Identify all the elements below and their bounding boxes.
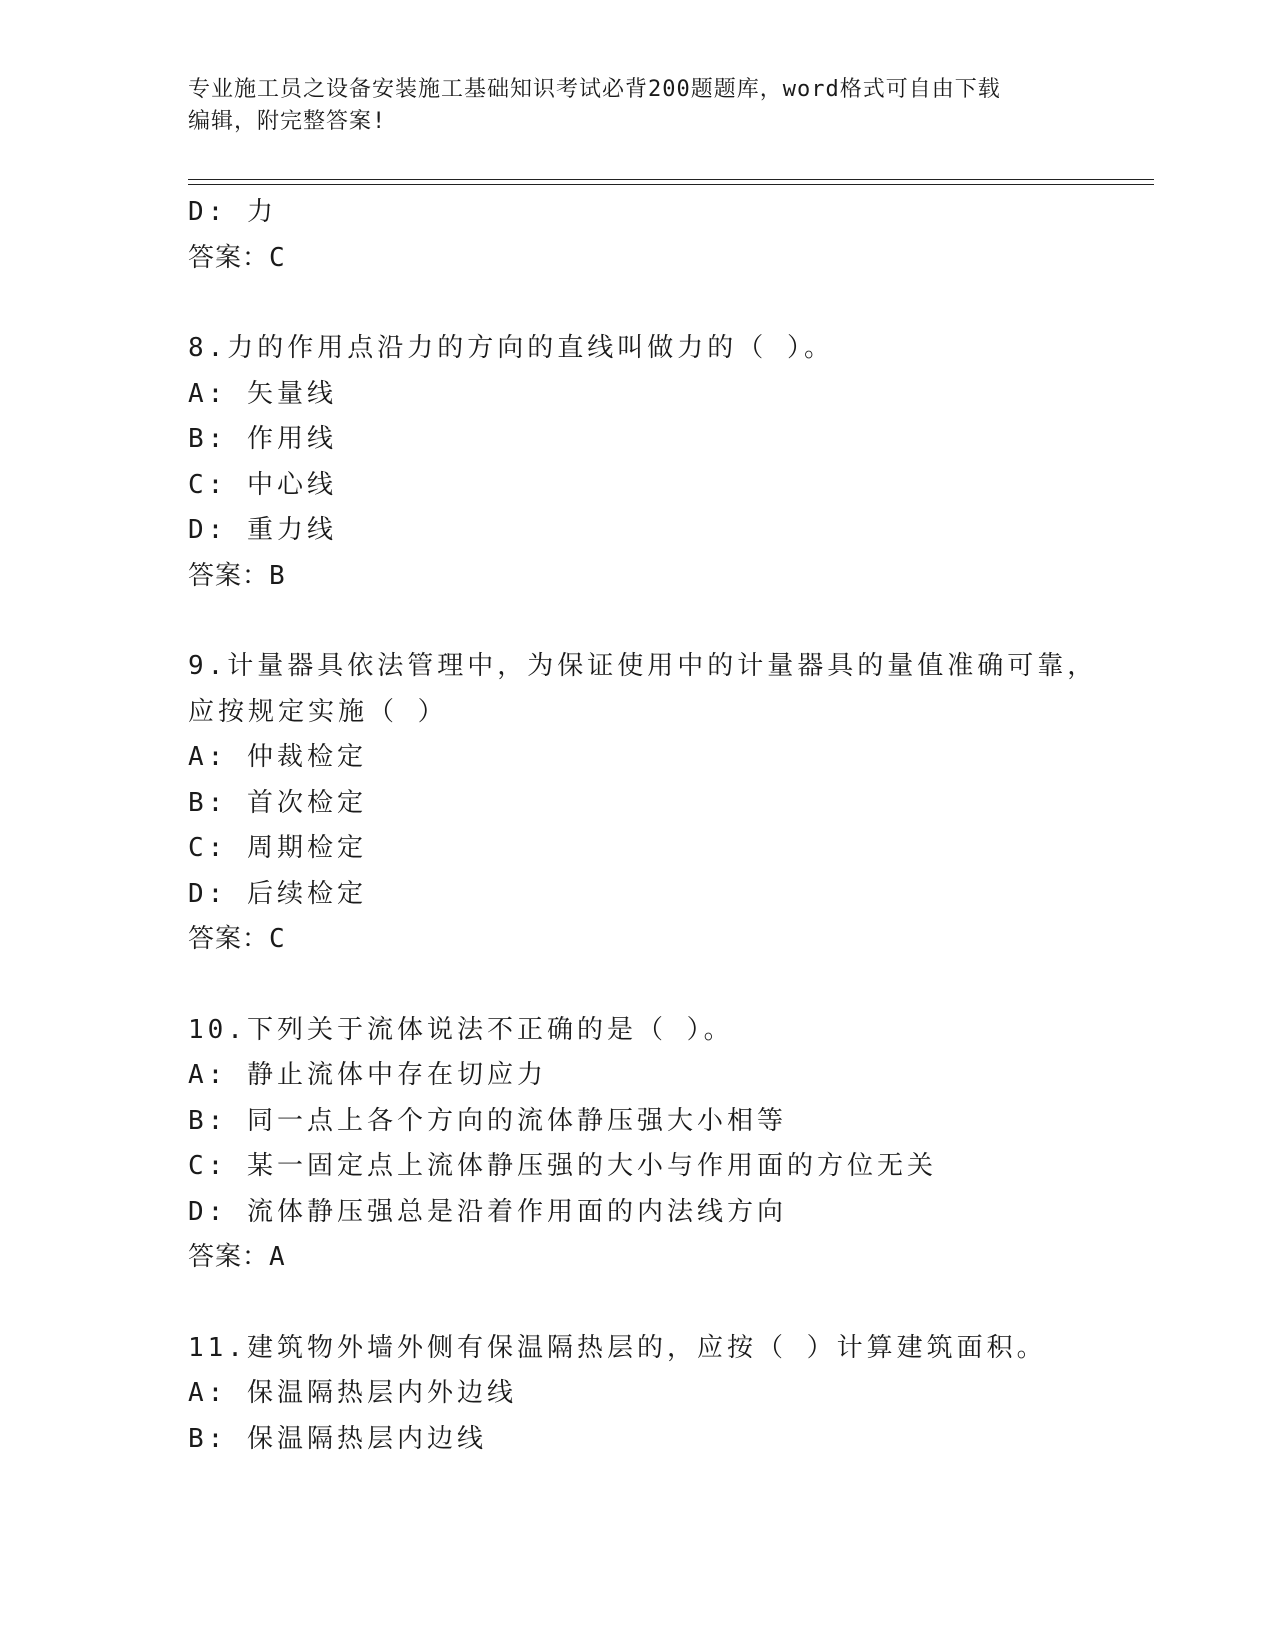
question-8-stem: 8.力的作用点沿力的方向的直线叫做力的（ ）。 (188, 333, 834, 363)
question-11-stem: 11.建筑物外墙外侧有保温隔热层的，应按（ ）计算建筑面积。 (188, 1332, 1047, 1363)
question-10-option-b: B: 同一点上各个方向的流体静压强大小相等 (188, 1105, 787, 1136)
header-title-line-2: 编辑，附完整答案! (188, 109, 387, 134)
question-10-option-c: C: 某一固定点上流体静压强的大小与作用面的方位无关 (188, 1151, 937, 1181)
question-8-answer: 答案：B (188, 560, 286, 591)
header-title-line-1: 专业施工员之设备安装施工基础知识考试必背200题题库，word格式可自由下载 (188, 77, 1001, 102)
question-9-stem-line-1: 9.计量器具依法管理中，为保证使用中的计量器具的量值准确可靠， (188, 651, 1098, 681)
question-8-option-c: C: 中心线 (188, 469, 337, 500)
question-8-option-a: A: 矢量线 (188, 378, 337, 409)
question-8-option-b: B: 作用线 (188, 424, 337, 454)
question-10 (188, 1008, 1148, 1281)
question-10-answer: 答案：A (188, 1242, 286, 1272)
page-header (188, 74, 1088, 138)
prev-question-option-d: D: 力 (188, 197, 277, 227)
question-10-option-d: D: 流体静压强总是沿着作用面的内法线方向 (188, 1196, 787, 1227)
question-9-option-a: A: 仲裁检定 (188, 742, 367, 772)
question-9-stem-line-2: 应按规定实施（ ） (188, 696, 448, 727)
question-9-option-c: C: 周期检定 (188, 833, 367, 863)
prev-question-answer: 答案：C (188, 242, 286, 273)
question-list (188, 190, 1148, 1462)
question-11-option-a: A: 保温隔热层内外边线 (188, 1378, 517, 1408)
question-8-option-d: D: 重力线 (188, 515, 337, 545)
question-9-option-b: B: 首次检定 (188, 787, 367, 818)
spacer (188, 1281, 1148, 1326)
question-10-stem: 10.下列关于流体说法不正确的是（ ）。 (188, 1014, 734, 1045)
question-9-answer: 答案：C (188, 924, 286, 954)
question-11-option-b: B: 保温隔热层内边线 (188, 1423, 487, 1454)
header-divider-top (188, 179, 1154, 180)
spacer (188, 281, 1148, 326)
spacer (188, 963, 1148, 1008)
spacer (188, 599, 1148, 644)
question-10-option-a: A: 静止流体中存在切应力 (188, 1060, 547, 1090)
question-11 (188, 1326, 1148, 1463)
header-divider-bottom (188, 184, 1154, 185)
question-9 (188, 644, 1148, 963)
question-8 (188, 326, 1148, 599)
question-9-option-d: D: 后续检定 (188, 878, 367, 909)
